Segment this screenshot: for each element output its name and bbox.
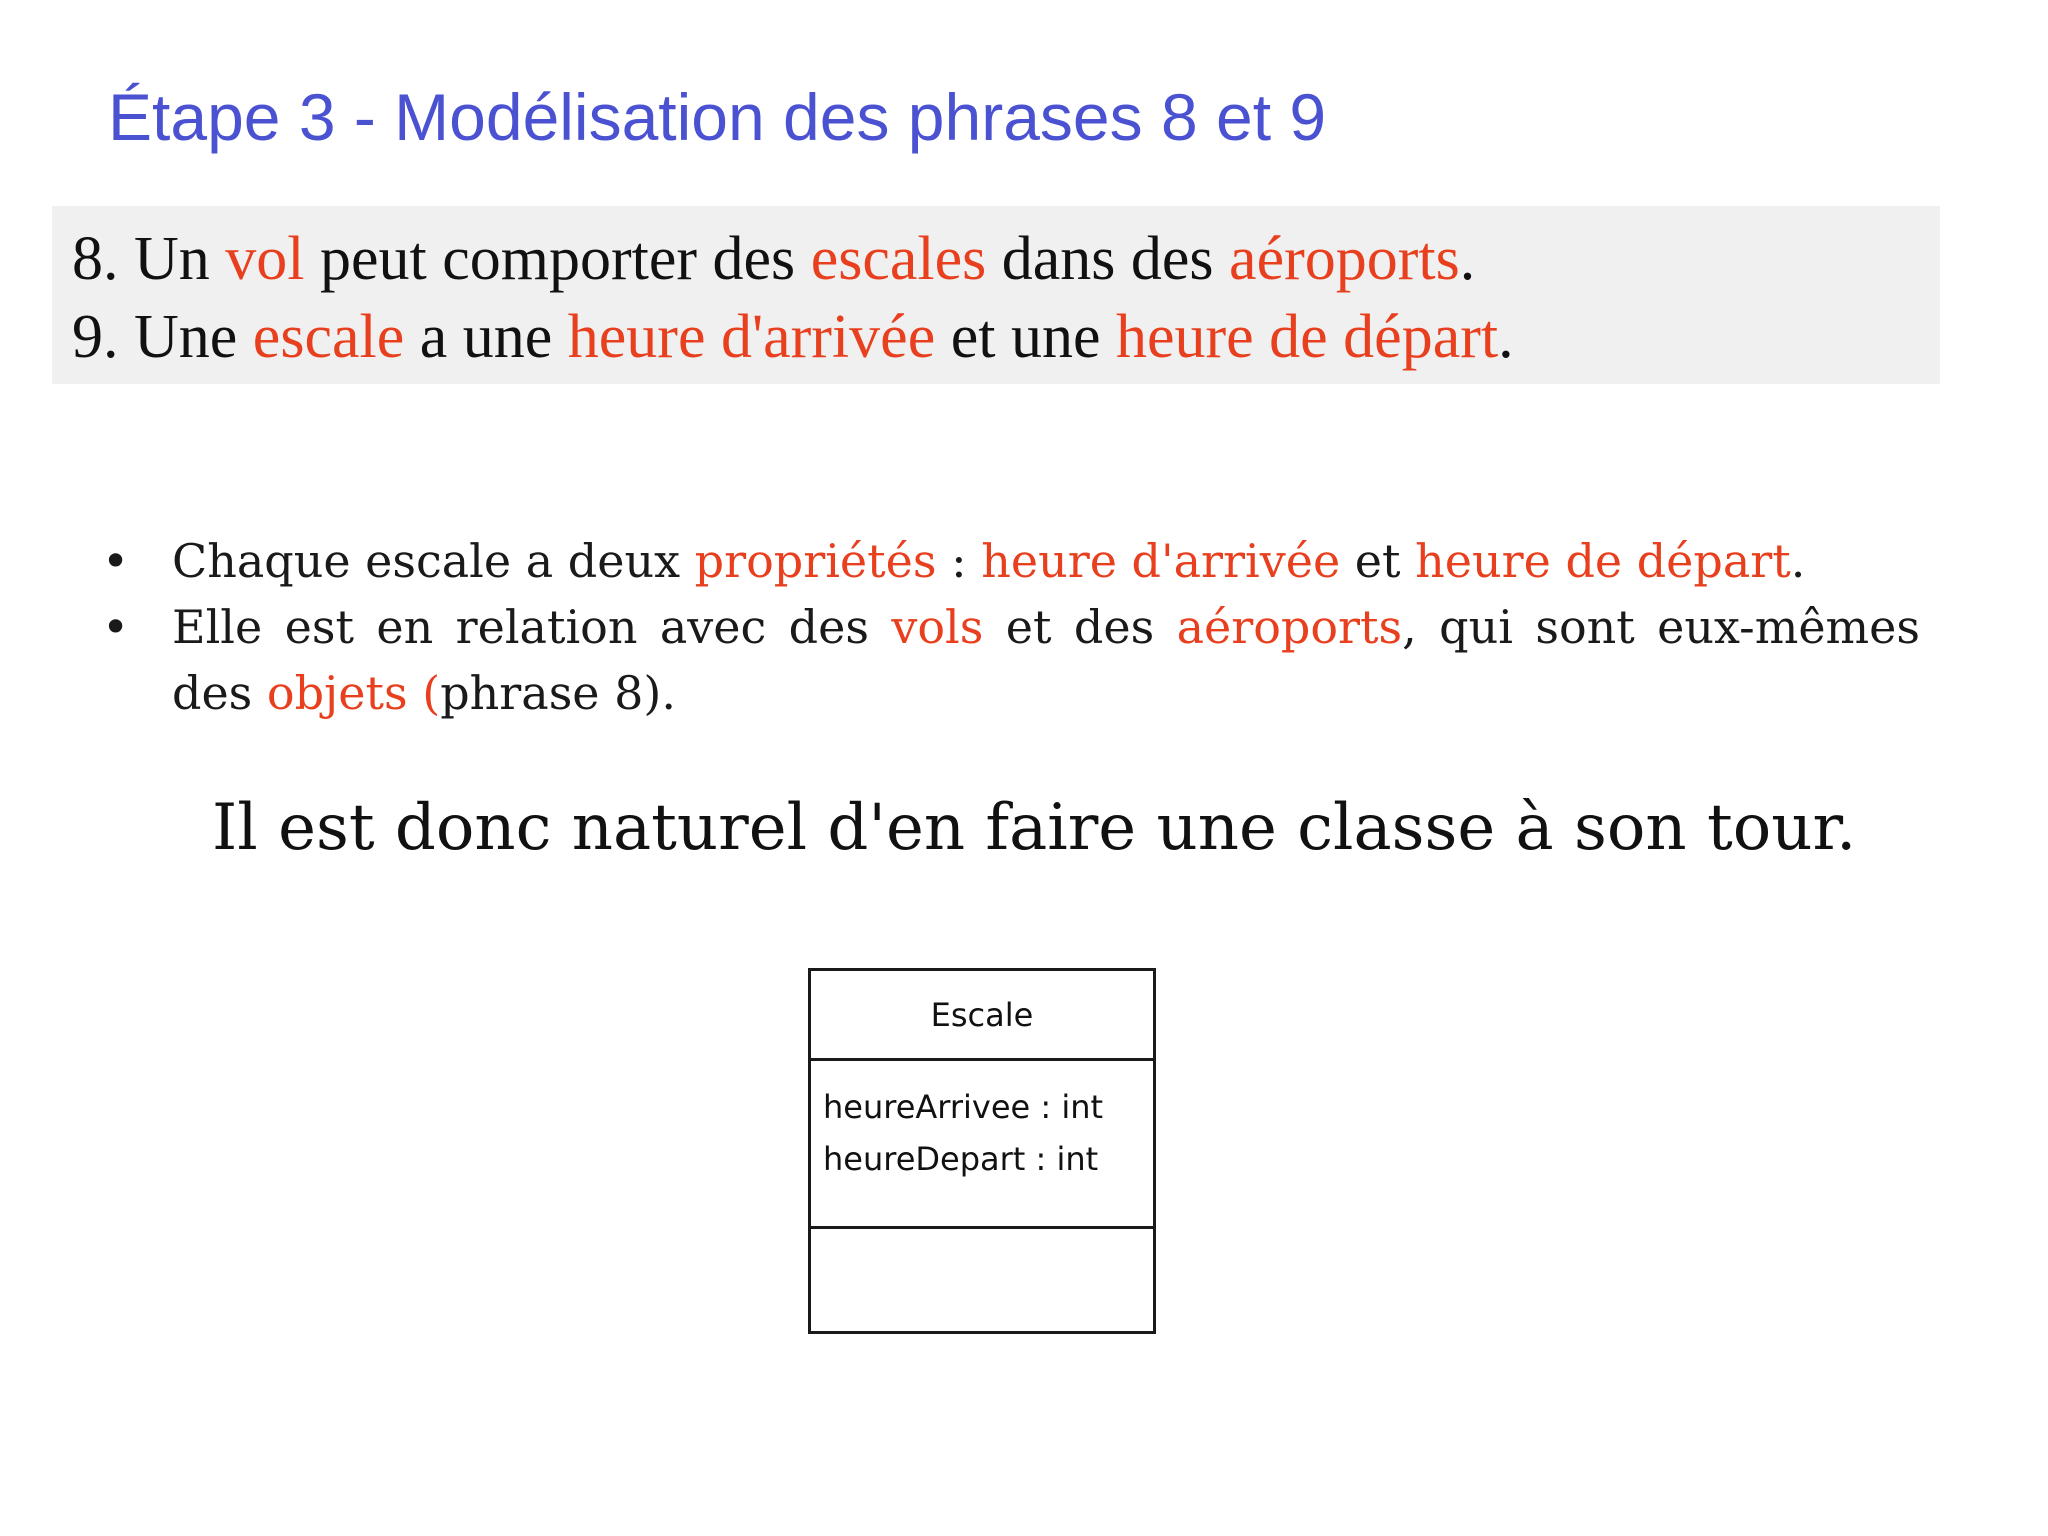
bullet-list (100, 528, 1920, 726)
bullet-item-properties (100, 528, 1920, 594)
sentence-text: peut comporter des (304, 225, 811, 293)
sentence-text: 8. Un (72, 225, 226, 293)
bullet-text: et des (983, 600, 1177, 654)
uml-operations (811, 1229, 1153, 1331)
uml-attributes (811, 1061, 1153, 1229)
sentence-text: et une (935, 303, 1116, 371)
sentence-text: dans des (986, 225, 1230, 293)
highlight-term: heure de départ (1115, 303, 1499, 371)
bullet-text: Chaque escale a deux (172, 534, 695, 588)
sentence-9 (72, 298, 1940, 376)
sentence-8 (72, 220, 1940, 298)
bullet-text: et (1340, 534, 1416, 588)
bullet-text: phrase 8). (440, 666, 676, 720)
highlight-term: aéroports (1176, 600, 1403, 654)
highlight-term: vol (225, 225, 305, 293)
sentence-text: a une (404, 303, 568, 371)
highlight-term: escale (252, 303, 405, 371)
uml-attribute: heureArrivee : int (823, 1088, 1104, 1126)
sentence-box (52, 206, 1940, 384)
bullet-text: . (1790, 534, 1806, 588)
bullet-item-relations (100, 594, 1920, 726)
highlight-term: aéroports (1229, 225, 1460, 293)
highlight-term: escales (810, 225, 987, 293)
sentence-text: 9. Une (72, 303, 253, 371)
highlight-term: heure de départ (1415, 534, 1791, 588)
conclusion-text: Il est donc naturel d'en faire une classe à son tour. (212, 791, 1857, 865)
highlight-term: vols (891, 600, 984, 654)
bullet-dot-icon: • (102, 534, 130, 588)
highlight-term: heure d'arrivée (567, 303, 936, 371)
highlight-term: heure d'arrivée (981, 534, 1341, 588)
bullet-text: Elle est en relation avec des (172, 600, 892, 654)
uml-attribute: heureDepart : int (823, 1140, 1099, 1178)
page-title: Étape 3 - Modélisation des phrases 8 et 9 (108, 80, 1327, 154)
bullet-dot-icon: • (102, 600, 130, 654)
bullet-text: , qui sont eux-mêmes des (172, 600, 1920, 720)
uml-class-box (808, 968, 1156, 1334)
highlight-term: objets ( (266, 666, 441, 720)
sentence-text: . (1498, 303, 1514, 371)
uml-class-name: Escale (811, 971, 1153, 1061)
sentence-text: . (1459, 225, 1476, 293)
highlight-term: propriétés (694, 534, 937, 588)
bullet-text: : (936, 534, 982, 588)
